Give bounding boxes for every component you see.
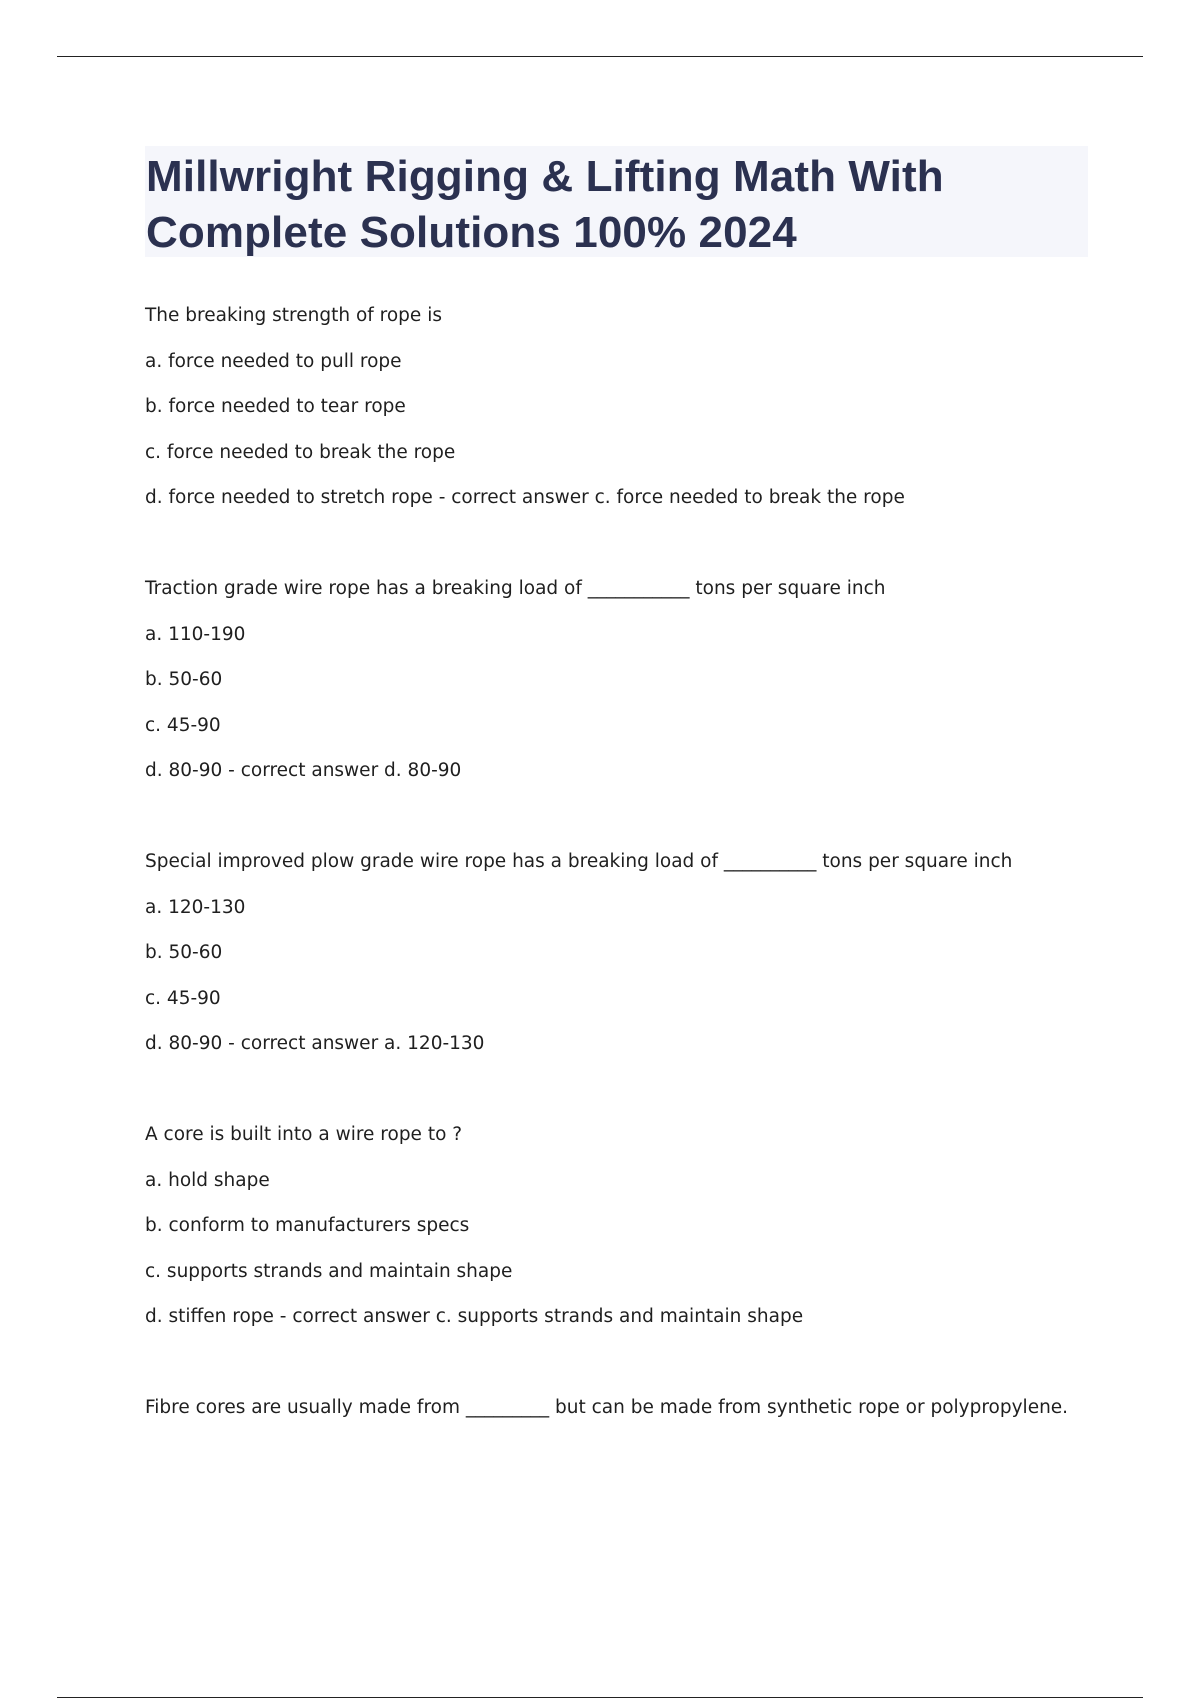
question-block: [145, 302, 1105, 530]
question-list: [145, 302, 1105, 1439]
answer-option: a. hold shape: [145, 1169, 270, 1191]
question-spacer: [145, 803, 1105, 848]
question-text: Fibre cores are usually made from _________ but can be made from synthetic rope or polypropylene.: [145, 1396, 1069, 1418]
answer-option: b. conform to manufacturers specs: [145, 1215, 470, 1237]
top-page-rule: [57, 56, 1143, 57]
answer-option: a. force needed to pull rope: [145, 350, 402, 372]
answer-option-with-correct-answer: d. stiffen rope - correct answer c. supports strands and maintain shape: [145, 1306, 804, 1328]
question-block: [145, 575, 1105, 803]
bottom-page-rule: [57, 1697, 1143, 1698]
question-text: Traction grade wire rope has a breaking load of ___________ tons per square inch: [145, 577, 886, 599]
question-block: [145, 1394, 1105, 1440]
answer-option: a. 120-130: [145, 896, 246, 918]
answer-option: c. supports strands and maintain shape: [145, 1260, 513, 1282]
question-block: [145, 1121, 1105, 1349]
answer-option: a. 110-190: [145, 623, 246, 645]
page-title: Millwright Rigging & Lifting Math With Complete Solutions 100% 2024: [146, 152, 944, 257]
answer-option: b. 50-60: [145, 942, 223, 964]
question-text: Special improved plow grade wire rope has a breaking load of __________ tons per square inch: [145, 850, 1013, 872]
answer-option: c. 45-90: [145, 714, 221, 736]
question-spacer: [145, 1349, 1105, 1394]
answer-option: b. 50-60: [145, 669, 223, 691]
answer-option: c. 45-90: [145, 987, 221, 1009]
question-block: [145, 848, 1105, 1076]
question-text: The breaking strength of rope is: [145, 305, 442, 326]
question-text: A core is built into a wire rope to ?: [145, 1123, 463, 1145]
answer-option-with-correct-answer: d. force needed to stretch rope - correct answer c. force needed to break the rope: [145, 487, 905, 509]
question-spacer: [145, 1076, 1105, 1121]
answer-option: b. force needed to tear rope: [145, 396, 406, 418]
question-spacer: [145, 530, 1105, 575]
answer-option: c. force needed to break the rope: [145, 441, 456, 463]
answer-option-with-correct-answer: d. 80-90 - correct answer d. 80-90: [145, 760, 462, 782]
answer-option-with-correct-answer: d. 80-90 - correct answer a. 120-130: [145, 1033, 485, 1055]
